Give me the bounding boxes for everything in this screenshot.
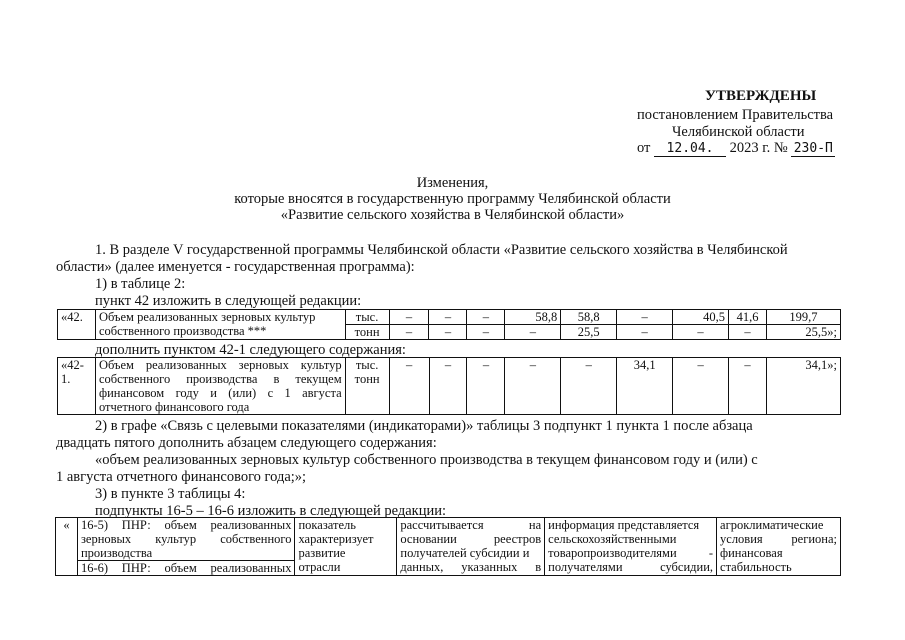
info-cell: информация представляется сельскохозяйственными товаропроизводителями - получателями субсидии,	[545, 518, 717, 576]
paragraph-6a: «объем реализованных зерновых культур собственного производства в текущем финансовом году и (или) с	[95, 452, 758, 468]
table-cell: –	[673, 358, 729, 415]
table-cell: 58,8	[505, 310, 561, 325]
paragraph-5b: двадцать пятого дополнить абзацем следующего содержания:	[56, 435, 437, 451]
item-unit: тыс.	[345, 310, 389, 325]
indicator-cell: показатель характеризует развитие отрасли	[295, 518, 397, 576]
paragraph-2: 1) в таблице 2:	[95, 276, 186, 292]
table-row	[58, 358, 841, 415]
paragraph-4: дополнить пунктом 42-1 следующего содержания:	[95, 342, 406, 358]
conditions-cell: агроклиматические условия региона; финансовая стабильность	[717, 518, 841, 576]
heading-line2: которые вносятся в государственную программу Челябинской области	[234, 191, 671, 207]
table-cell: –	[429, 358, 467, 415]
table-cell: –	[505, 325, 561, 340]
heading-line1: Изменения,	[416, 175, 489, 191]
table-cell: 199,7	[766, 310, 840, 325]
paragraph-6b: 1 августа отчетного финансового года;»;	[56, 469, 307, 485]
paragraph-5a: 2) в графе «Связь с целевыми показателями (индикаторами)» таблицы 3 подпункт 1 пункта 1 после абзаца	[95, 418, 753, 434]
table-cell: –	[467, 310, 505, 325]
item-number: «42.	[58, 310, 96, 340]
table-cell: –	[617, 325, 673, 340]
approval-year: 2023 г. №	[729, 140, 788, 156]
table-cell: –	[389, 310, 429, 325]
table-cell: –	[429, 310, 467, 325]
table-cell: –	[729, 325, 767, 340]
table-cell: –	[429, 325, 467, 340]
table-cell: –	[467, 325, 505, 340]
calculation-cell: рассчитывается на основании реестров получателей субсидии и данных, указанных в	[397, 518, 545, 576]
table-row	[58, 310, 841, 325]
table-cell: 34,1»;	[767, 358, 841, 415]
paragraph-7: 3) в пункте 3 таблицы 4:	[95, 486, 246, 502]
subitem-16-5: 16-5) ПНР: объем реализованных зерновых культур собственного производства	[77, 518, 295, 561]
table-cell: –	[389, 358, 429, 415]
table-cell: –	[673, 325, 729, 340]
table-item-42	[57, 309, 841, 340]
table-cell: –	[729, 358, 767, 415]
paragraph-1b: области» (далее именуется - государственная программа):	[56, 259, 415, 275]
approval-number: 230-П	[791, 141, 835, 157]
table-cell: 41,6	[729, 310, 767, 325]
table-item-42-1	[57, 357, 841, 415]
table-cell: –	[389, 325, 429, 340]
approval-line1: постановлением Правительства	[637, 107, 834, 123]
item-name: Объем реализованных зерновых культур собственного производства ***	[95, 310, 345, 340]
item-name: Объем реализованных зерновых культур собственного производства в текущем финансовом году и (или) с 1 августа отчетного финансового года	[95, 358, 345, 415]
item-unit: тонн	[345, 325, 389, 340]
item-number: «42-1.	[58, 358, 96, 415]
table-cell: 25,5»;	[766, 325, 840, 340]
item-unit: тыс. тонн	[345, 358, 389, 415]
quote-mark: «	[56, 518, 78, 576]
paragraph-3: пункт 42 изложить в следующей редакции:	[95, 293, 362, 309]
paragraph-1a: 1. В разделе V государственной программы Челябинской области «Развитие сельского хозяйства в Челябинской	[95, 242, 788, 258]
table-cell: –	[561, 358, 617, 415]
table-cell: –	[505, 358, 561, 415]
approval-title: УТВЕРЖДЕНЫ	[705, 88, 817, 104]
table-cell: 25,5	[561, 325, 617, 340]
paragraph-8: подпункты 16-5 – 16-6 изложить в следующей редакции:	[95, 503, 447, 519]
table-cell: –	[467, 358, 505, 415]
heading-line3: «Развитие сельского хозяйства в Челябинской области»	[280, 207, 625, 223]
table-cell: –	[617, 310, 673, 325]
subitem-16-6: 16-6) ПНР: объем реализованных	[77, 561, 295, 576]
approval-date: 12.04.	[654, 141, 726, 157]
table-cell: 40,5	[673, 310, 729, 325]
approval-line2: Челябинской области	[672, 124, 805, 140]
table-cell: 58,8	[561, 310, 617, 325]
table-4-fragment	[55, 517, 841, 576]
table-row	[56, 518, 841, 561]
approval-date-line	[637, 140, 835, 157]
table-cell: 34,1	[617, 358, 673, 415]
approval-prefix: от	[637, 140, 651, 156]
